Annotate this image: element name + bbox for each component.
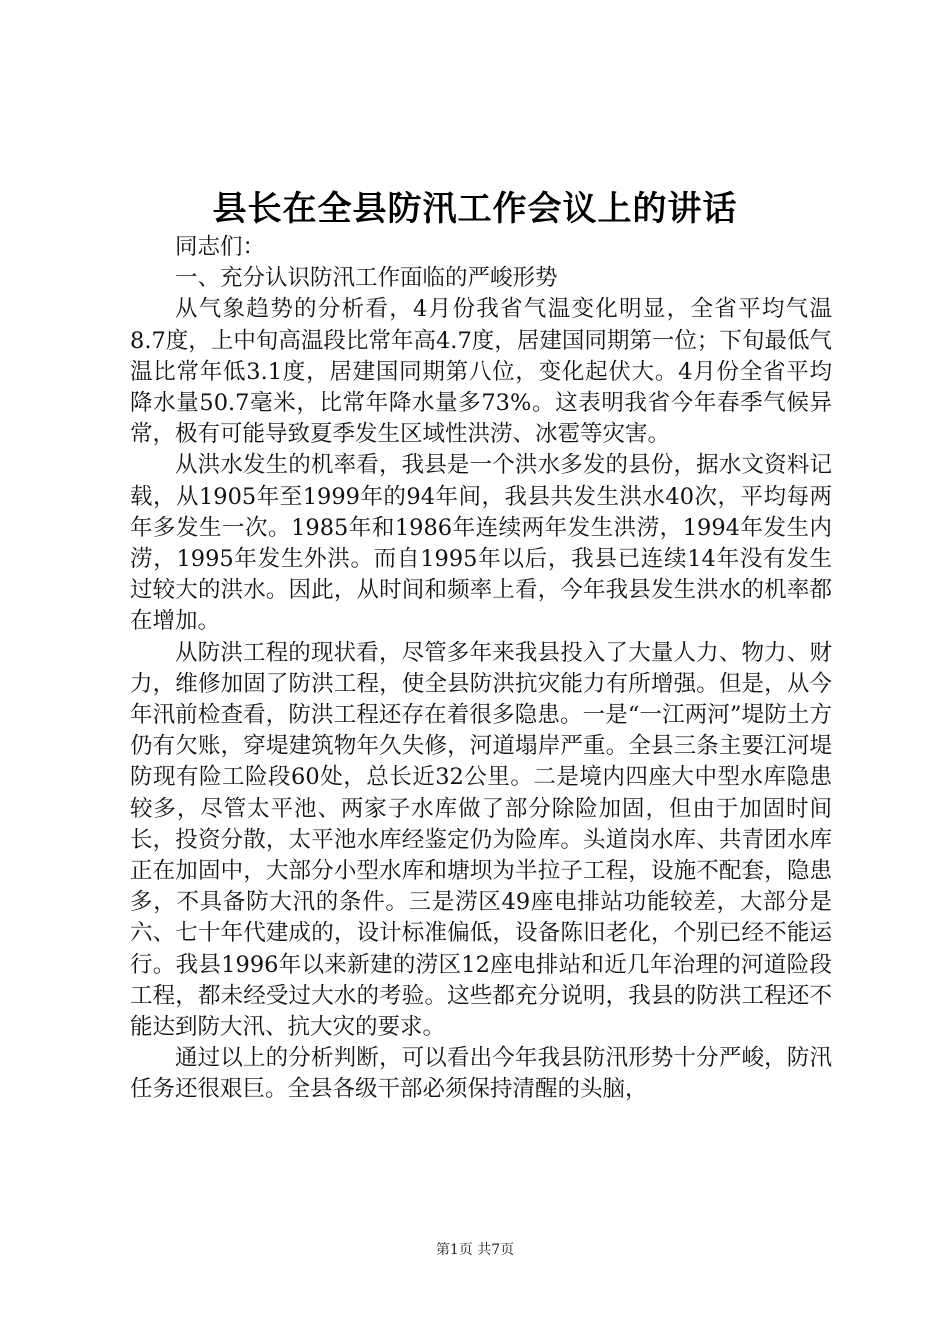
document-title: 县长在全县防汛工作会议上的讲话	[212, 189, 738, 229]
section-heading: 一、充分认识防汛工作面临的严峻形势	[175, 265, 558, 292]
paragraph-flood-probability: 从洪水发生的机率看，我县是一个洪水多发的县份，据水文资料记载，从1905年至1999年的94年间，我县共发生洪水40次，平均每两年多发生一次。1985年和1986年连续两年发生洪涝，1994年发生内涝，1995年发生外洪。而自1995年以后，我县已连续14年没有发生过较大的洪水。因此，从时间和频率上看，今年我县发生洪水的机率都在增加。	[130, 452, 832, 635]
document-body	[130, 232, 832, 1106]
paragraph-weather-trend: 从气象趋势的分析看，4月份我省气温变化明显，全省平均气温8.7度，上中旬高温段比常年高4.7度，居建国同期第一位；下旬最低气温比常年低3.1度，居建国同期第八位，变化起伏大。4月份全省平均降水量50.7毫米，比常年降水量多73%。这表明我省今年春季气候异常，极有可能导致夏季发生区域性洪涝、冰雹等灾害。	[130, 296, 832, 448]
salutation: 同志们：	[175, 234, 266, 260]
paragraph-flood-works-status: 从防洪工程的现状看，尽管多年来我县投入了大量人力、物力、财力，维修加固了防洪工程，使全县防洪抗灾能力有所增强。但是，从今年汛前检查看，防洪工程还存在着很多隐患。一是“一江两河”堤防土方仍有欠账，穿堤建筑物年久失修，河道塌岸严重。全县三条主要江河堤防现有险工险段60处，总长近32公里。二是境内四座大中型水库隐患较多，尽管太平池、两家子水库做了部分除险加固，但由于加固时间长，投资分散，太平池水库经鉴定仍为险库。头道岗水库、共青团水库正在加固中，大部分小型水库和塘坝为半拉子工程，设施不配套，隐患多，不具备防大汛的条件。三是涝区49座电排站功能较差，大部分是六、七十年代建成的，设计标准偏低，设备陈旧老化，个别已经不能运行。我县1996年以来新建的涝区12座电排站和近几年治理的河道险段工程，都未经受过大水的考验。这些都充分说明，我县的防洪工程还不能达到防大汛、抗大灾的要求。	[130, 639, 832, 1041]
paragraph-conclusion: 通过以上的分析判断，可以看出今年我县防汛形势十分严峻，防汛任务还很艰巨。全县各级干部必须保持清醒的头脑，	[130, 1045, 832, 1103]
page-footer: 第1页 共7页	[435, 1242, 515, 1258]
